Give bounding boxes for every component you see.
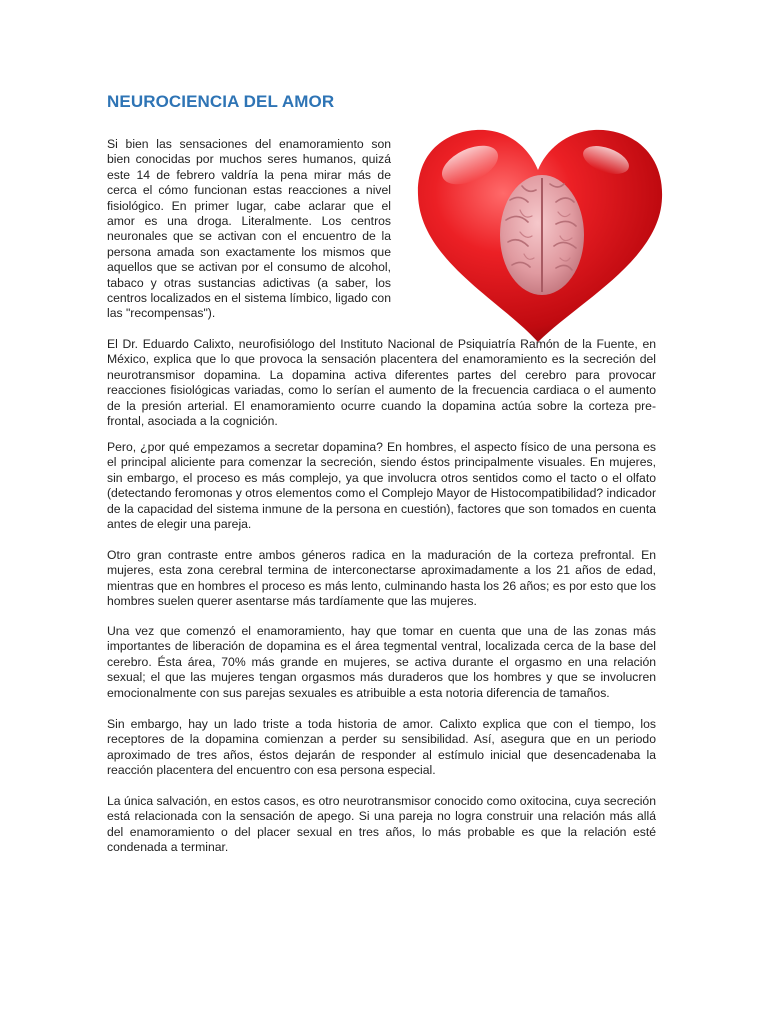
- paragraph-1: Si bien las sensaciones del enamoramiento son bien conocidas por muchos seres humanos, quizá este 14 de febrero valdría la pena mirar más de cerca el cómo funcionan estas reacciones a nivel fisiológico. En primer lugar, cabe aclarar que el amor es una droga. Literalmente. Los centros neuronales que se activan con el encuentro de la persona amada son exactamente los mismos que aquellos que se activan por el consumo de alcohol, tabaco y otras sustancias adictivas (a saber, los centros localizados en el sistema límbico, ligado con las "recompensas").: [107, 137, 391, 321]
- paragraph-7: La única salvación, en estos casos, es otro neurotransmisor conocido como oxitocina, cuya secreción está relacionada con la sensación de apego. Si una pareja no logra construir una relación más allá del enamoramiento o del placer sexual en tres años, lo más probable es que la relación esté condenada a terminar.: [107, 794, 656, 855]
- heart-brain-icon: [410, 120, 670, 350]
- document-title: NEUROCIENCIA DEL AMOR: [107, 92, 335, 111]
- paragraph-2: El Dr. Eduardo Calixto, neurofisiólogo del Instituto Nacional de Psiquiatría Ramón de la Fuente, en México, explica que lo que provoca la sensación placentera del enamoramiento es la secreción del neurotransmisor dopamina. La dopamina activa diferentes partes del cerebro para provocar reacciones fisiológicas variadas, como lo serían el aumento de la frecuencia cardiaca o el aumento de la presión arterial. El enamoramiento ocurre cuando la dopamina actúa sobre la corteza pre-frontal, asociada a la cognición.: [107, 337, 656, 429]
- paragraph-3: Pero, ¿por qué empezamos a secretar dopamina? En hombres, el aspecto físico de una persona es el principal aliciente para comenzar la secreción, siendo éstos principalmente visuales. En mujeres, sin embargo, el proceso es más complejo, ya que involucra otros sentidos como el tacto o el olfato (detectando feromonas y otros elementos como el Complejo Mayor de Histocompatibilidad? indicador de la capacidad del sistema inmune de la persona en cuestión), factores que son tomados en cuenta antes de elegir una pareja.: [107, 440, 656, 532]
- paragraph-5: Una vez que comenzó el enamoramiento, hay que tomar en cuenta que una de las zonas más importantes de liberación de dopamina es el área tegmental ventral, localizada cerca de la base del cerebro. Ésta área, 70% más grande en mujeres, se activa durante el orgasmo en una relación sexual; el que las mujeres tengan orgasmos más duraderos que los hombres y que se involucren emocionalmente con sus parejas sexuales es atribuible a esta notoria diferencia de tamaños.: [107, 624, 656, 700]
- paragraph-6: Sin embargo, hay un lado triste a toda historia de amor. Calixto explica que con el tiempo, los receptores de la dopamina comienzan a perder su sensibilidad. Así, asegura que en un periodo aproximado de tres años, éstos dejarán de responder al estímulo inicial que desencadenaba la reacción placentera del encuentro con esa persona especial.: [107, 717, 656, 778]
- paragraph-4: Otro gran contraste entre ambos géneros radica en la maduración de la corteza prefrontal. En mujeres, esta zona cerebral termina de interconectarse aproximadamente a los 21 años de edad, mientras que en hombres el proceso es más lento, culminando hasta los 26 años; es por esto que los hombres suelen querer asentarse más tardíamente que las mujeres.: [107, 548, 656, 609]
